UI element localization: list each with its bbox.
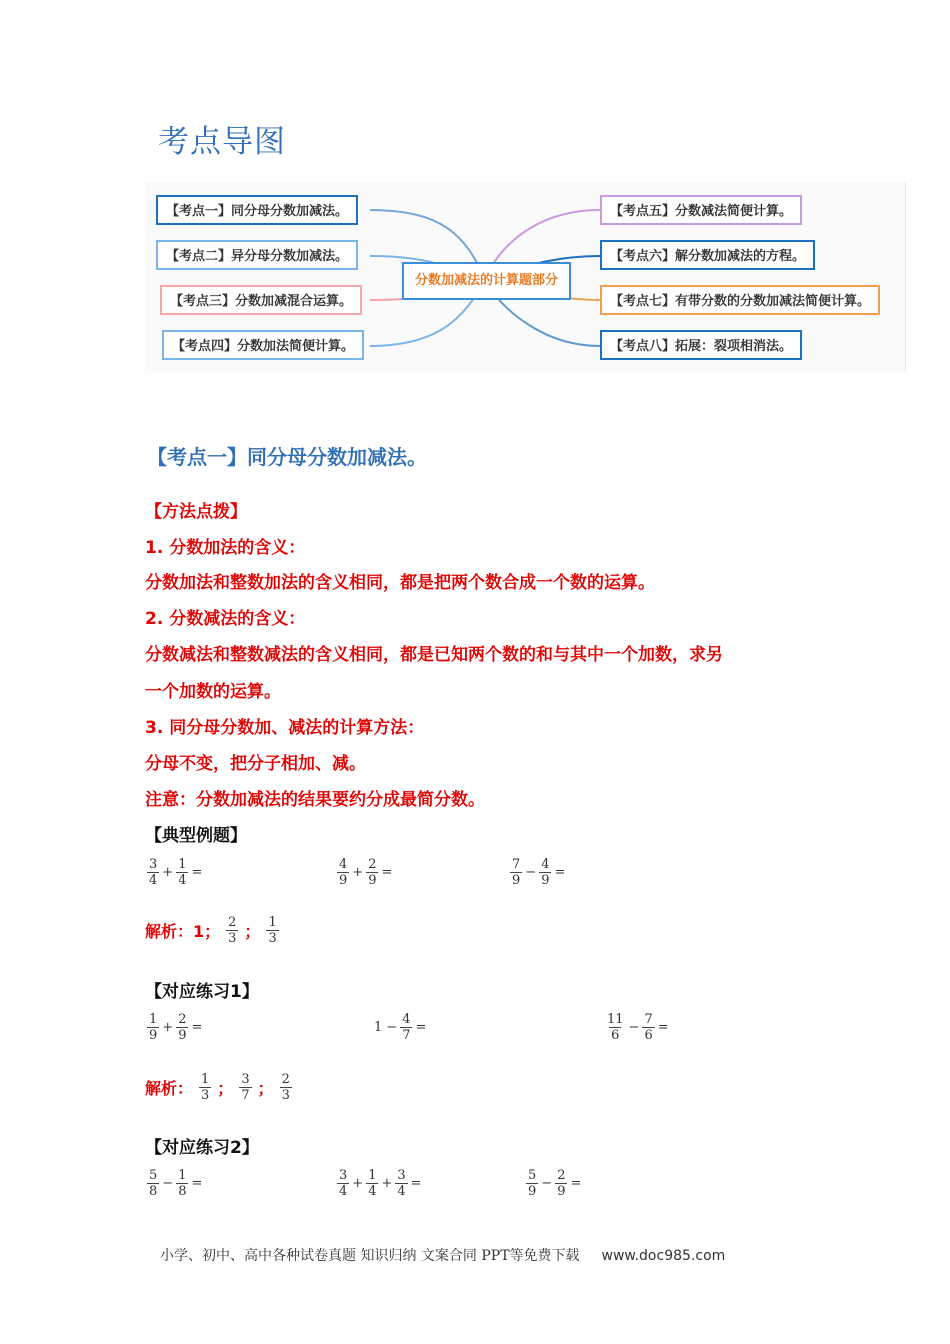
example-expression-1: $\frac{3}{4}$ + $\frac{1}{4}$ = (149, 857, 203, 888)
method-line: 分数减法和整数减法的含义相同，都是已知两个数的和与其中一个加数，求另 (145, 645, 723, 665)
practice2-expression-3: $\frac{5}{9}$ − $\frac{2}{9}$ = (528, 1168, 582, 1199)
method-heading: 【方法点拨】 (145, 502, 247, 522)
topic-node-8: 【考点八】拓展：裂项相消法。 (600, 330, 802, 360)
topic-node-5: 【考点五】分数减法简便计算。 (600, 195, 802, 225)
practice1-expression-2: 1 − $\frac{4}{7}$ = (374, 1012, 427, 1043)
topic-node-6: 【考点六】解分数加减法的方程。 (600, 240, 815, 270)
topic-node-2: 【考点二】异分母分数加减法。 (156, 240, 358, 270)
practice2-heading: 【对应练习2】 (145, 1138, 259, 1158)
section-title: 【考点一】同分母分数加减法。 (147, 445, 427, 469)
topic-node-1: 【考点一】同分母分数加减法。 (156, 195, 358, 225)
mind-map (145, 182, 906, 372)
mind-map-center: 分数加减法的计算题部分 (402, 262, 571, 300)
example-heading: 【典型例题】 (145, 826, 247, 846)
guide-title: 考点导图 (158, 124, 286, 160)
method-line: 3. 同分母分数加、减法的计算方法： (145, 718, 425, 738)
practice2-expression-1: $\frac{5}{8}$ − $\frac{1}{8}$ = (149, 1168, 203, 1199)
method-line: 1. 分数加法的含义： (145, 538, 306, 558)
footer (160, 1245, 725, 1265)
practice1-heading: 【对应练习1】 (145, 982, 259, 1002)
method-line: 分母不变，把分子相加、减。 (145, 754, 366, 774)
method-line: 分数加法和整数加法的含义相同，都是把两个数合成一个数的运算。 (145, 573, 655, 593)
footer-url[interactable]: www.doc985.com (601, 1248, 726, 1264)
practice1-expression-3: $\frac{11}{6}$ − $\frac{7}{6}$ = (607, 1012, 669, 1043)
footer-text: 小学、初中、高中各种试卷真题 知识归纳 文案合同 PPT等免费下载 (160, 1248, 580, 1264)
topic-node-3: 【考点三】分数加减混合运算。 (160, 285, 362, 315)
example-expression-3: $\frac{7}{9}$ − $\frac{4}{9}$ = (512, 857, 566, 888)
practice2-expression-2: $\frac{3}{4}$ + $\frac{1}{4}$ + $\frac{3}{4}$ = (339, 1168, 422, 1199)
example-answer: 解析：1； $\frac{2}{3}$ ； $\frac{1}{3}$ (145, 915, 277, 946)
topic-node-7: 【考点七】有带分数的分数加减法简便计算。 (600, 285, 880, 315)
topic-node-4: 【考点四】分数加法简便计算。 (162, 330, 364, 360)
practice1-expression-1: $\frac{1}{9}$ + $\frac{2}{9}$ = (149, 1012, 203, 1043)
method-line: 一个加数的运算。 (145, 682, 281, 702)
example-expression-2: $\frac{4}{9}$ + $\frac{2}{9}$ = (339, 857, 393, 888)
method-line: 注意：分数加减法的结果要约分成最简分数。 (145, 790, 485, 810)
practice1-answer: 解析： $\frac{1}{3}$ ； $\frac{3}{7}$ ； $\frac{2}{3}$ (145, 1072, 290, 1103)
method-line: 2. 分数减法的含义： (145, 609, 306, 629)
